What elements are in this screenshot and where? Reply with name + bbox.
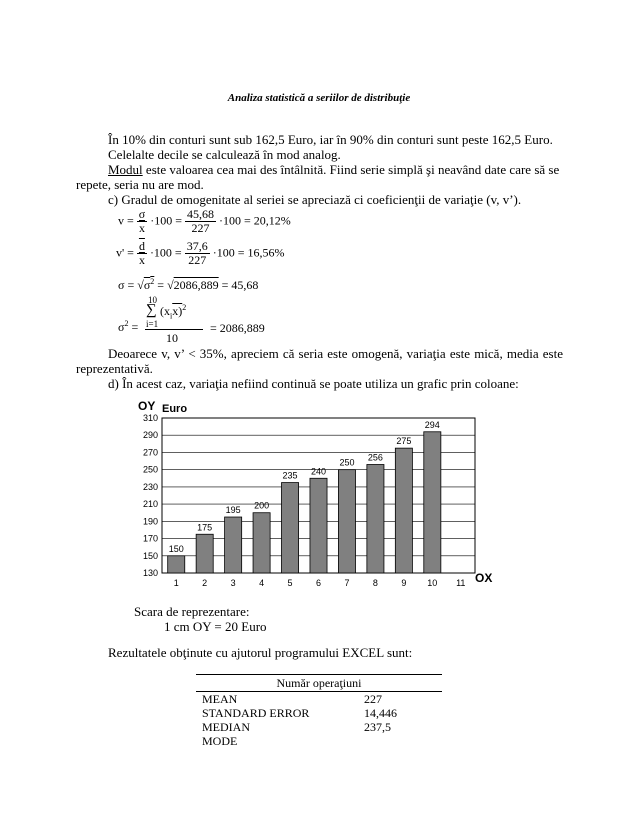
x-tick-label: 8 bbox=[372, 578, 378, 588]
bar-value-label: 195 bbox=[225, 505, 241, 516]
formula-v-prime: v' = $\frac{\overline{d}}{x}$ ·100 = $\frac{37,6}{227}$ ·100 = 16,56% bbox=[116, 239, 285, 267]
y-tick-label: 250 bbox=[142, 464, 158, 475]
bar-value-label: 235 bbox=[282, 470, 298, 481]
bar bbox=[168, 556, 185, 573]
paragraph-chart-intro: d) În acest caz, variaţia nefiind continuă se poate utiliza un grafic prin coloane: bbox=[108, 376, 519, 391]
table-header: Număr operaţiuni bbox=[196, 674, 442, 692]
paragraph-mode bbox=[108, 162, 563, 177]
x-tick-label: 10 bbox=[427, 578, 438, 588]
bar bbox=[338, 470, 355, 573]
y-tick-label: 310 bbox=[142, 413, 158, 423]
table-row: MEDIAN 237,5 bbox=[202, 720, 391, 734]
formula-sigma-result: = 45,68 bbox=[218, 278, 259, 292]
y-tick-label: 150 bbox=[142, 550, 158, 561]
bar bbox=[424, 432, 441, 573]
bar-value-label: 256 bbox=[367, 452, 383, 463]
fraction-v-values: $\frac{45,68}{227}$ bbox=[187, 207, 215, 235]
paragraph-conclusion-cont: reprezentativă. bbox=[76, 361, 153, 376]
x-tick-label: 3 bbox=[230, 578, 236, 588]
paragraph-homogeneity: c) Gradul de omogenitate al seriei se apreciază ci coeficienţii de variaţie (v, v’). bbox=[108, 192, 522, 207]
bar bbox=[225, 517, 242, 573]
y-axis-label: OY bbox=[138, 399, 156, 413]
x-tick-label: 2 bbox=[202, 578, 208, 588]
paragraph-deciles: În 10% din conturi sunt sub 162,5 Euro, iar în 90% din conturi sunt peste 162,5 Euro. bbox=[108, 132, 553, 147]
y-tick-label: 290 bbox=[142, 430, 158, 441]
bar-value-label: 240 bbox=[310, 466, 327, 477]
page-header: Analiza statistică a seriilor de distribuţie bbox=[227, 92, 411, 104]
bar-value-label: 250 bbox=[339, 457, 355, 468]
bar-value-label: 294 bbox=[424, 419, 440, 430]
fraction-sigma-over-mean: $\frac{\sigma}{x}$ bbox=[138, 207, 146, 235]
y-tick-label: 270 bbox=[142, 447, 158, 458]
y-tick-label: 210 bbox=[142, 499, 158, 510]
formula-vp-lhs: v' = bbox=[116, 245, 134, 260]
x-axis-label: OX bbox=[475, 571, 493, 585]
fraction-d-over-mean: $\frac{\overline{d}}{x}$ bbox=[138, 239, 145, 267]
formula-variance-result: = 2086,889 bbox=[210, 321, 265, 335]
bar bbox=[253, 513, 270, 573]
bar bbox=[282, 483, 299, 573]
y-tick-label: 130 bbox=[142, 568, 158, 578]
y-tick-labels bbox=[143, 413, 158, 578]
x-tick-label: 1 bbox=[173, 578, 179, 588]
fraction-vp-values: $\frac{37,6}{227}$ bbox=[186, 239, 208, 267]
bar bbox=[310, 478, 327, 573]
x-tick-label: 5 bbox=[287, 578, 293, 588]
y-tick-label: 170 bbox=[142, 533, 158, 544]
bar-value-label: 175 bbox=[197, 522, 213, 533]
x-tick-label: 9 bbox=[401, 578, 407, 588]
bar bbox=[196, 534, 213, 573]
scale-value: 1 cm OY = 20 Euro bbox=[164, 619, 267, 634]
formula-vp-result: ·100 = 16,56% bbox=[212, 245, 285, 260]
bar-chart bbox=[118, 396, 498, 596]
formula-v: v = $\frac{\sigma}{x}$ ·100 = $\frac{45,68}{227}$ ·100 = 20,12% bbox=[118, 207, 291, 235]
x-tick-label: 4 bbox=[259, 578, 265, 588]
y-tick-label: 230 bbox=[142, 481, 158, 492]
bar-value-label: 150 bbox=[168, 543, 184, 554]
paragraph-other-deciles: Celelalte decile se calculează în mod analog. bbox=[108, 147, 341, 162]
scale-title: Scara de reprezentare: bbox=[134, 604, 250, 619]
mode-definition: este valoarea cea mai des întâlnită. Fiind serie simplă şi neavând date care să se bbox=[142, 162, 560, 177]
bar-value-label: 275 bbox=[396, 436, 412, 447]
unit-label: Euro bbox=[162, 403, 188, 415]
table-row: MEAN 227 bbox=[202, 692, 382, 706]
x-tick-label: 11 bbox=[456, 578, 466, 588]
x-tick-label: 6 bbox=[315, 578, 322, 588]
formula-sigma: $\sigma = √\sigma^2 = √2086,889 = 45,68$ bbox=[118, 277, 259, 292]
excel-results-table bbox=[196, 674, 442, 748]
bar-value-label: 200 bbox=[254, 500, 270, 511]
bar bbox=[367, 465, 384, 574]
paragraph-mode-cont: repete, seria nu are mod. bbox=[76, 177, 204, 192]
table-row: STANDARD ERROR 14,446 bbox=[202, 706, 397, 720]
y-tick-label: 190 bbox=[142, 516, 158, 527]
bar bbox=[395, 448, 412, 573]
paragraph-excel: Rezultatele obţinute cu ajutorul programului EXCEL sunt: bbox=[108, 645, 413, 660]
mode-term: Modul bbox=[108, 162, 143, 177]
formula-v-lhs: v = bbox=[118, 213, 134, 228]
table-row: MODE bbox=[202, 734, 238, 748]
formula-v-result: ·100 = 20,12% bbox=[219, 213, 291, 228]
x-tick-labels bbox=[174, 578, 466, 588]
paragraph-conclusion: Deoarece v, v’ < 35%, apreciem că seria este omogenă, variaţia este mică, media este bbox=[108, 346, 563, 361]
x-tick-label: 7 bbox=[344, 578, 350, 588]
formula-variance: $\sigma^2$ = 10 ∑ $(x_ix)^2$ i=1 10 = 2086,889 bbox=[118, 295, 265, 345]
